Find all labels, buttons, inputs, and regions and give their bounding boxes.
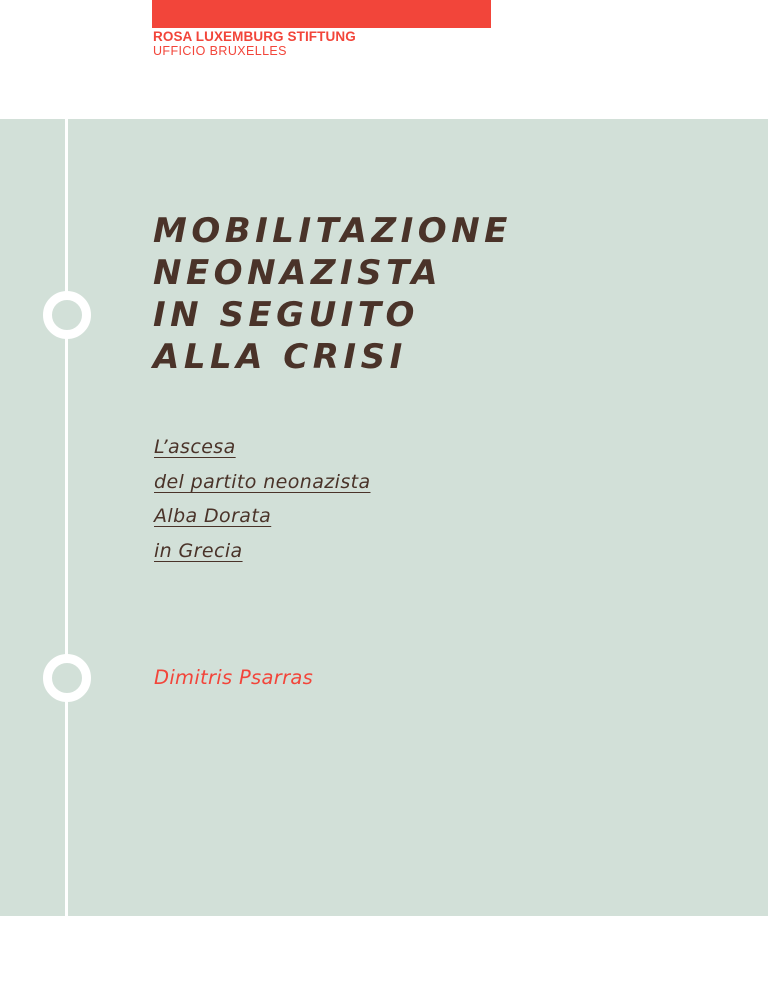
subtitle-line: Alba Dorata [154,505,272,527]
author-name: Dimitris Psarras [154,666,314,689]
brand-color-bar [152,0,491,28]
decorative-vertical-line [65,119,68,916]
decorative-ring-icon [43,654,91,702]
decorative-ring-icon [43,291,91,339]
title-line: MOBILITAZIONE [153,211,512,251]
subtitle-line: in Grecia [154,539,243,562]
title-line: ALLA CRISI [153,337,407,377]
title-line: NEONAZISTA [153,253,443,293]
publisher-name: ROSA LUXEMBURG STIFTUNG [153,29,356,44]
publisher-office: UFFICIO BRUXELLES [153,44,287,58]
title-line: IN SEGUITO [153,295,419,335]
subtitle-line: L’ascesa [154,436,236,458]
cover-title [153,210,512,378]
subtitle-line: del partito neonazista [154,470,371,493]
cover-subtitle [154,430,371,568]
